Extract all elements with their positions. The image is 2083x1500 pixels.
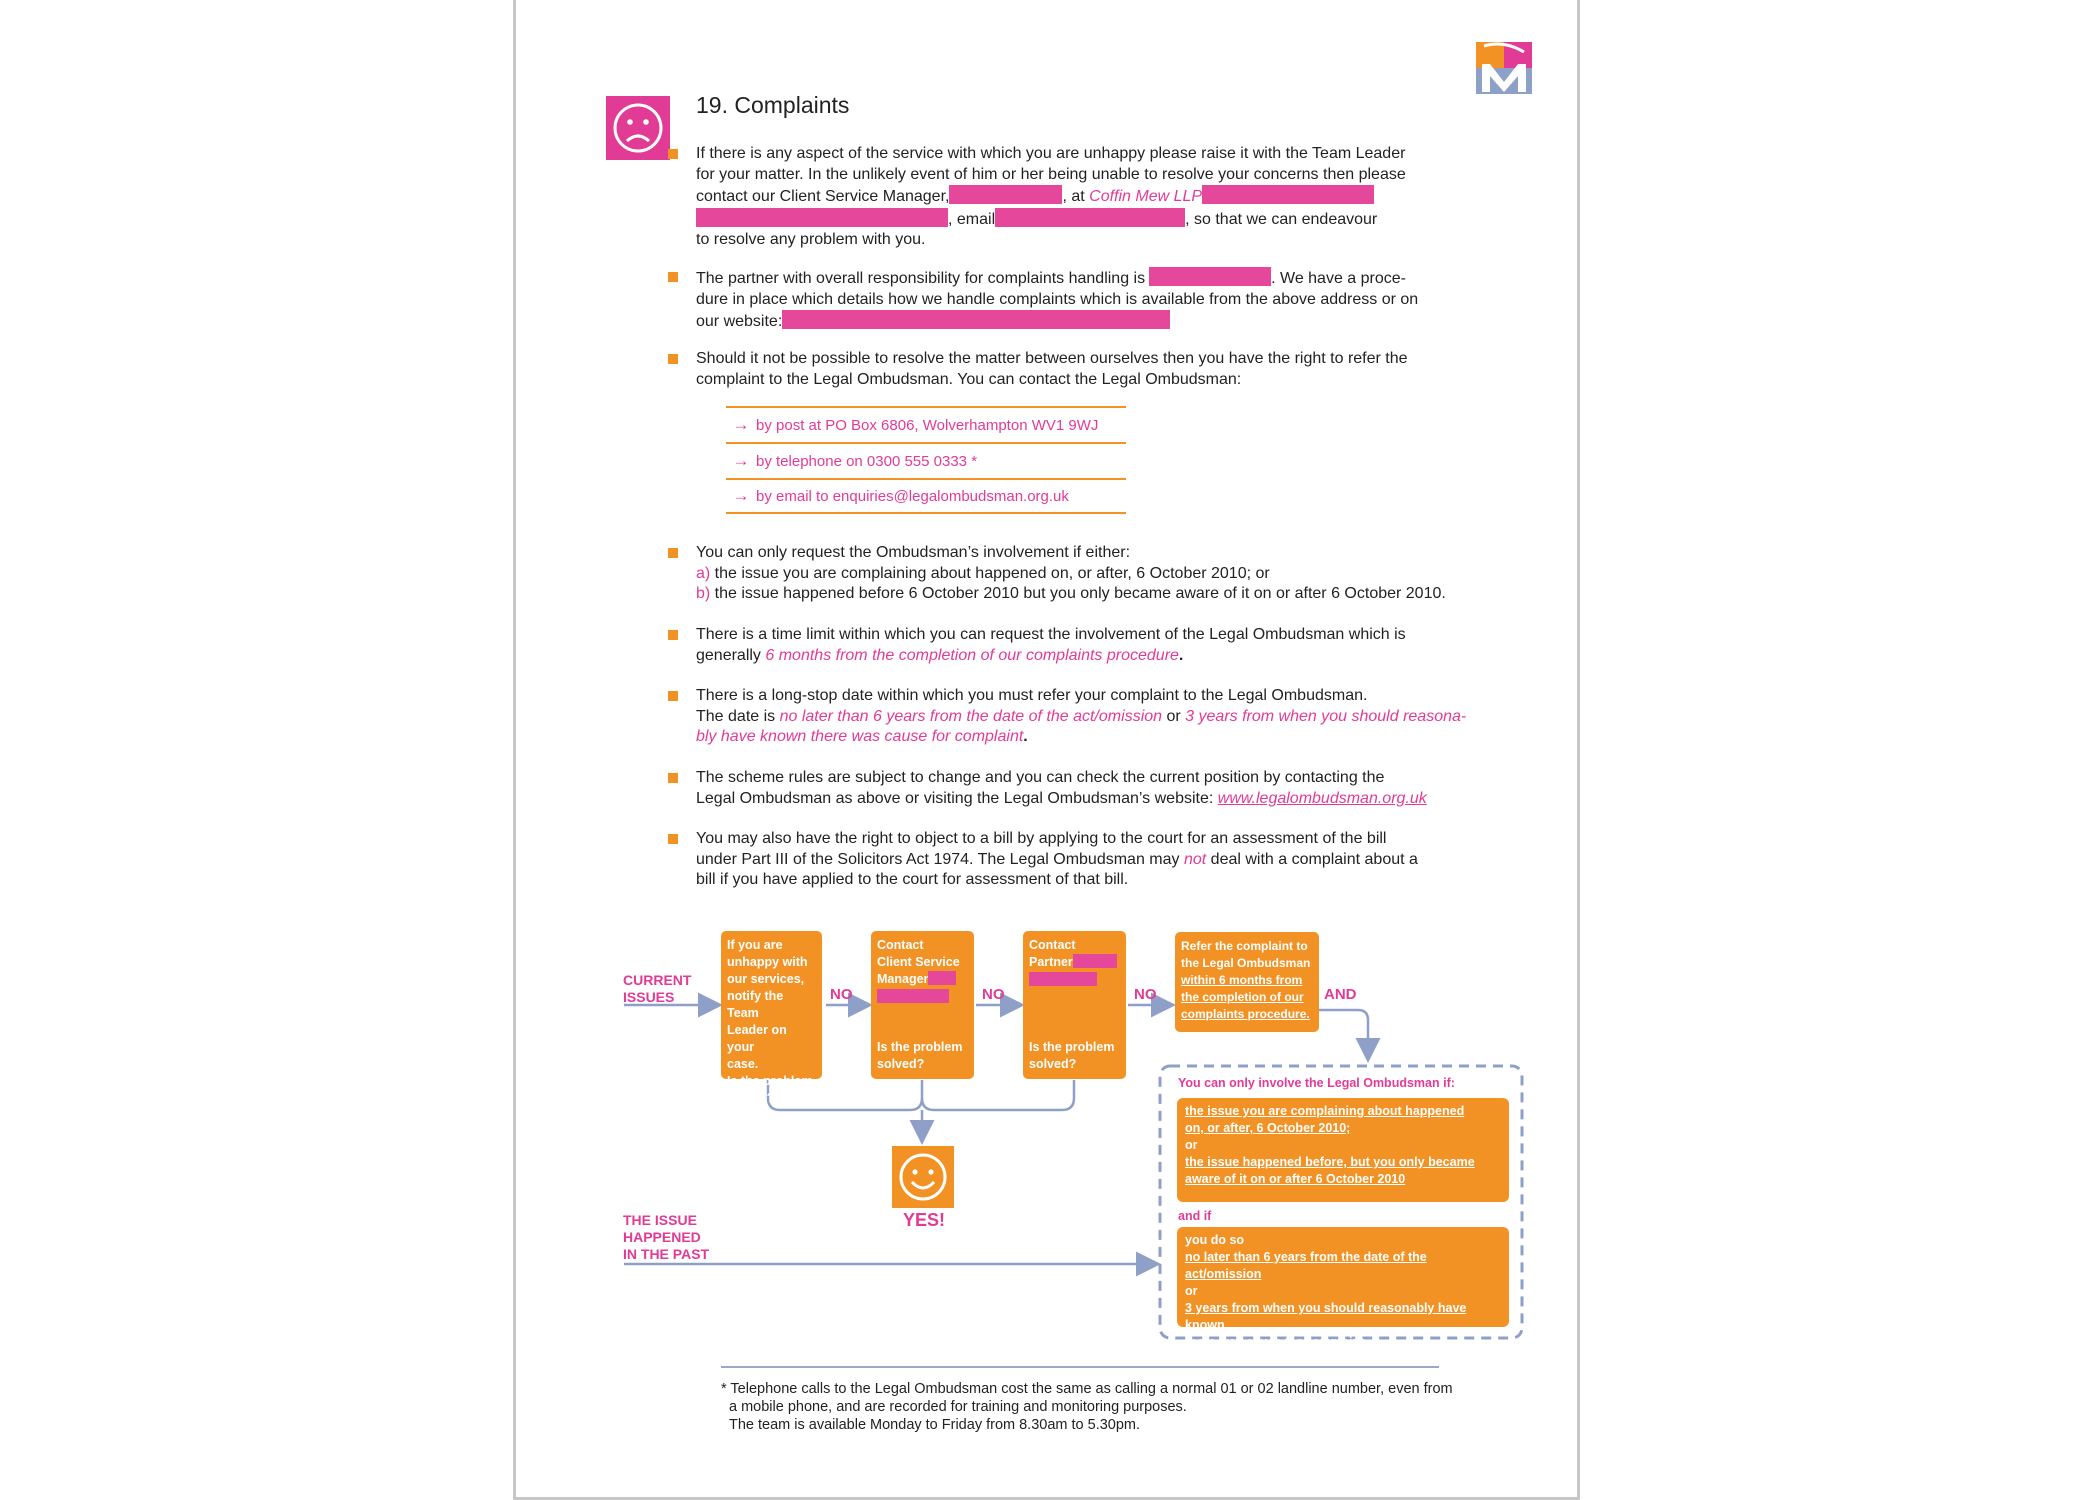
redaction-bar bbox=[1202, 185, 1374, 204]
page-title: 19. Complaints bbox=[696, 92, 850, 118]
footnote-line: * Telephone calls to the Legal Ombudsman cost the same as calling a normal 01 or 02 landline number, even from bbox=[721, 1381, 1453, 1397]
redaction-bar bbox=[877, 989, 949, 1003]
bullet-marker bbox=[668, 691, 678, 701]
sad-face-icon bbox=[606, 96, 670, 160]
bullet-marker bbox=[668, 548, 678, 558]
flow-step-client-service-manager: Contact Client Service Manager Is the problem solved? bbox=[871, 931, 974, 1079]
document-page bbox=[513, 0, 1580, 1500]
contact-text: by telephone on 0300 555 0333 * bbox=[756, 452, 978, 470]
bullet-ombudsman-referral bbox=[696, 349, 1456, 390]
footnote-line: a mobile phone, and are recorded for training and monitoring purposes. bbox=[729, 1399, 1187, 1415]
ombudsman-contact-list bbox=[726, 406, 1126, 514]
text-line: a) the issue you are complaining about happened on, or after, 6 October 2010; or bbox=[696, 564, 1270, 582]
footnote-line: The team is available Monday to Friday from 8.30am to 5.30pm. bbox=[729, 1417, 1141, 1433]
text-line: generally 6 months from the completion of our complaints procedure. bbox=[696, 646, 1184, 664]
contact-telephone bbox=[726, 442, 1126, 478]
text-line: You may also have the right to object to a bill by applying to the court for an assessment of the bill bbox=[696, 830, 1387, 847]
footnote-divider bbox=[721, 1366, 1439, 1368]
condition-time-limit-box: you do so no later than 6 years from the date of the act/omission or 3 years from when you should reasonably have known there was cause for complaint. bbox=[1177, 1227, 1509, 1327]
conditions-title: You can only involve the Legal Ombudsman if: bbox=[1178, 1076, 1455, 1090]
bullet-bill-objection bbox=[696, 829, 1456, 891]
no-label: NO bbox=[1134, 986, 1157, 1003]
text-line: bly have known there was cause for complaint. bbox=[696, 728, 1028, 745]
redaction-bar bbox=[1073, 954, 1117, 968]
redaction-bar bbox=[1029, 972, 1097, 986]
bullet-partner-responsibility bbox=[696, 267, 1456, 333]
arrow-right-icon: → bbox=[732, 486, 750, 505]
bullet-scheme-rules bbox=[696, 768, 1456, 809]
text-line: bill if you have applied to the court for assessment of that bill. bbox=[696, 871, 1129, 888]
text-line: for your matter. In the unlikely event of him or her being unable to resolve your concerns then please bbox=[696, 165, 1406, 183]
flow-step-partner: Contact Partner Is the problem solved? bbox=[1023, 931, 1126, 1079]
contact-email bbox=[726, 478, 1126, 514]
current-issues-label: CURRENT ISSUES bbox=[623, 972, 692, 1005]
text-line: b) the issue happened before 6 October 2010 but you only became aware of it on or after 6 October 2010. bbox=[696, 585, 1446, 602]
yes-label: YES! bbox=[903, 1210, 946, 1230]
bullet-marker bbox=[668, 272, 678, 282]
flow-step-team-leader: If you are unhappy with our services, notify the Team Leader on your case. Is the problem solved? bbox=[721, 931, 822, 1079]
text-line: under Part III of the Solicitors Act 1974. The Legal Ombudsman may not deal with a complaint about a bbox=[696, 850, 1418, 868]
contact-text: by email to enquiries@legalombudsman.org.uk bbox=[756, 487, 1069, 505]
bullet-marker bbox=[668, 630, 678, 640]
and-label: AND bbox=[1324, 986, 1357, 1003]
no-label: NO bbox=[830, 986, 853, 1003]
condition-date-box: the issue you are complaining about happened on, or after, 6 October 2010; or the issue happened before, but you only became aware of it on or after 6 October 2010 bbox=[1177, 1098, 1509, 1202]
text-line: Should it not be possible to resolve the matter between ourselves then you have the right to refer the bbox=[696, 350, 1408, 367]
bullet-marker bbox=[668, 354, 678, 364]
no-label: NO bbox=[982, 986, 1005, 1003]
text-line: dure in place which details how we handle complaints which is available from the above address or on bbox=[696, 290, 1419, 308]
text-line: The partner with overall responsibility for complaints handling is . We have a proce- bbox=[696, 267, 1456, 290]
text-line: If there is any aspect of the service with which you are unhappy please raise it with the Team Leader bbox=[696, 145, 1406, 162]
company-logo bbox=[1476, 42, 1532, 94]
flow-step-refer-ombudsman: Refer the complaint to the Legal Ombudsman within 6 months from the completion of our complaints procedure. bbox=[1175, 932, 1319, 1032]
and-if-label: and if bbox=[1178, 1209, 1212, 1223]
text-line: Legal Ombudsman as above or visiting the Legal Ombudsman’s website: www.legalombudsman.org.uk bbox=[696, 789, 1427, 807]
bullet-time-limit bbox=[696, 625, 1456, 666]
text-line: contact our Client Service Manager, , at Coffin Mew LLP bbox=[696, 185, 1456, 208]
bullet-marker bbox=[668, 773, 678, 783]
redaction-bar bbox=[995, 208, 1185, 227]
happy-face-icon bbox=[892, 1146, 954, 1208]
redaction-bar bbox=[782, 310, 1170, 329]
bullet-long-stop-date bbox=[696, 686, 1467, 748]
redaction-bar bbox=[696, 208, 948, 227]
past-issue-label: THE ISSUE HAPPENED IN THE PAST bbox=[623, 1212, 710, 1262]
redaction-bar bbox=[928, 971, 956, 985]
ombudsman-website-link[interactable]: www.legalombudsman.org.uk bbox=[1217, 789, 1427, 807]
text-line: The date is no later than 6 years from the date of the act/omission or 3 years from when you should reasona- bbox=[696, 707, 1467, 725]
text-line: to resolve any problem with you. bbox=[696, 231, 926, 248]
contact-text: by post at PO Box 6806, Wolverhampton WV1 9WJ bbox=[756, 416, 1099, 434]
text-line: The scheme rules are subject to change and you can check the current position by contacting the bbox=[696, 769, 1385, 786]
arrow-right-icon: → bbox=[732, 415, 750, 434]
text-line: You can only request the Ombudsman’s involvement if either: bbox=[696, 544, 1131, 561]
bullet-marker bbox=[668, 834, 678, 844]
redaction-bar bbox=[1149, 267, 1271, 286]
arrow-right-icon: → bbox=[732, 451, 750, 470]
redaction-bar bbox=[949, 185, 1062, 204]
text-line: our website: bbox=[696, 310, 1456, 333]
contact-post bbox=[726, 406, 1126, 442]
footnote bbox=[721, 1380, 1453, 1434]
text-line: There is a time limit within which you can request the involvement of the Legal Ombudsman which is bbox=[696, 626, 1406, 643]
bullet-complaint-contact bbox=[696, 144, 1456, 251]
text-line: , email , so that we can endeavour bbox=[696, 208, 1456, 231]
text-line: There is a long-stop date within which you must refer your complaint to the Legal Ombudsman. bbox=[696, 687, 1368, 704]
bullet-involvement-conditions bbox=[696, 543, 1456, 605]
bullet-marker bbox=[668, 149, 678, 159]
text-line: complaint to the Legal Ombudsman. You can contact the Legal Ombudsman: bbox=[696, 370, 1242, 388]
